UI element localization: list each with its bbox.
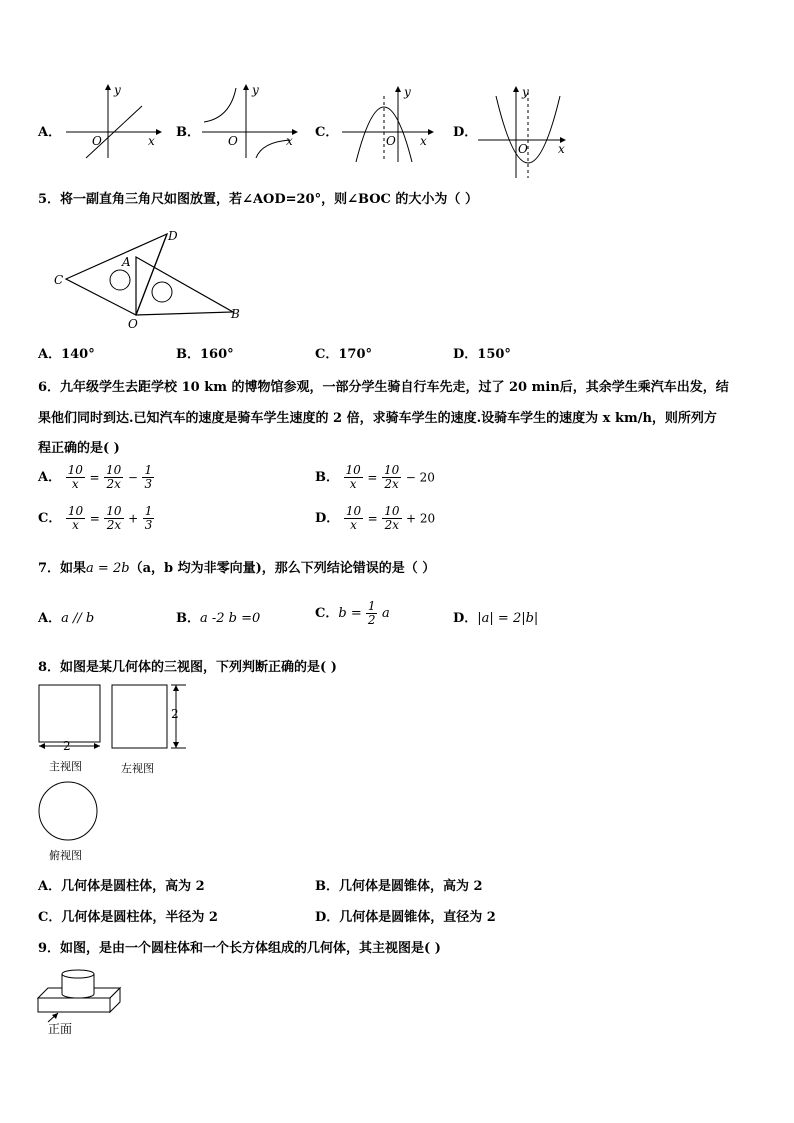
svg-text:x: x — [420, 134, 427, 148]
q6-stem-line-2: 果他们同时到达.已知汽车的速度是骑车学生速度的 2 倍，求骑车学生的速度.设骑车学生的速度为 x km/h，则所列方 — [38, 411, 717, 426]
svg-text:O: O — [386, 134, 396, 148]
q4-a-x-label: x — [148, 134, 155, 148]
svg-text:O: O — [228, 134, 238, 148]
q5-option-c: C．170° — [315, 347, 372, 362]
q6-stem-line-1: 6．九年级学生去距学校 10 km 的博物馆参观，一部分学生骑自行车先走，过了 20 min后，其余学生乘汽车出发，结 — [38, 380, 729, 395]
q8-option-a: A．几何体是圆柱体，高为 2 — [38, 879, 205, 894]
q8-option-b: B．几何体是圆锥体，高为 2 — [315, 879, 483, 894]
q4-graph-b — [198, 82, 298, 162]
q4-option-b-label: B． — [176, 125, 200, 140]
q4-a-origin: O — [92, 134, 102, 148]
q6-option-c: C． $\frac{10}{x}$ = $\frac{10}{2x}$ + $\frac{1}{3}$ — [38, 504, 153, 532]
q7-option-d: D．|a| = 2|b| — [453, 611, 539, 626]
q9-figure — [34, 964, 134, 1024]
q9-label-front: 正面 — [48, 1022, 73, 1036]
q4-graph-d — [474, 82, 574, 180]
q6-stem-line-3: 程正确的是( ) — [38, 441, 120, 456]
q5-label-o: O — [128, 317, 138, 331]
q5-figure — [50, 222, 250, 332]
q4-option-d-label: D． — [453, 125, 478, 140]
q8-dim-width: 2 — [63, 739, 71, 753]
q4-graph-c — [338, 82, 438, 166]
q7-stem: 7．如果a = 2b（a，b 均为非零向量)，那么下列结论错误的是（ ） — [38, 561, 436, 576]
q9-stem: 9．如图，是由一个圆柱体和一个长方体组成的几何体，其主视图是( ) — [38, 941, 441, 956]
q8-option-d: D．几何体是圆锥体，直径为 2 — [315, 910, 496, 925]
svg-text:O: O — [518, 142, 528, 156]
q8-stem: 8．如图是某几何体的三视图，下列判断正确的是( ) — [38, 660, 337, 675]
q6-option-b: B． $\frac{10}{x}$ = $\frac{10}{2x}$ − 20 — [315, 463, 435, 491]
q7-option-c: C．b = $\frac{1}{2}$ a — [315, 599, 390, 627]
svg-text:y: y — [252, 83, 259, 97]
q4-option-c-label: C． — [315, 125, 339, 140]
svg-text:x: x — [558, 142, 565, 156]
svg-text:x: x — [286, 134, 293, 148]
q5-label-b: B — [231, 307, 240, 321]
q5-stem: 5．将一副直角三角尺如图放置，若∠AOD=20°，则∠BOC 的大小为（ ） — [38, 192, 478, 207]
q8-label-front-view: 主视图 — [49, 760, 82, 773]
q5-option-d: D．150° — [453, 347, 511, 362]
q5-label-a: A — [122, 255, 131, 269]
svg-text:y: y — [522, 85, 529, 99]
q8-option-c: C．几何体是圆柱体，半径为 2 — [38, 910, 218, 925]
q8-label-top-view: 俯视图 — [49, 849, 82, 862]
q8-label-left-view: 左视图 — [121, 762, 154, 775]
q5-option-a: A．140° — [38, 347, 95, 362]
q6-option-d: D． $\frac{10}{x}$ = $\frac{10}{2x}$ + 20 — [315, 504, 436, 532]
q7-option-b: B．a -2 b =0 — [176, 611, 261, 626]
q4-a-y-label: y — [114, 83, 121, 97]
q7-option-a: A．a // b — [38, 611, 95, 626]
q4-option-a-label: A． — [38, 125, 62, 140]
q5-option-b: B．160° — [176, 347, 234, 362]
q8-dim-height: 2 — [171, 707, 179, 721]
q5-label-c: C — [54, 273, 64, 287]
svg-text:y: y — [404, 85, 411, 99]
q5-label-d: D — [168, 229, 178, 243]
q4-graph-a — [62, 82, 162, 162]
q6-option-a: A． $\frac{10}{x}$ = $\frac{10}{2x}$ − $\frac{1}{3}$ — [38, 463, 153, 491]
